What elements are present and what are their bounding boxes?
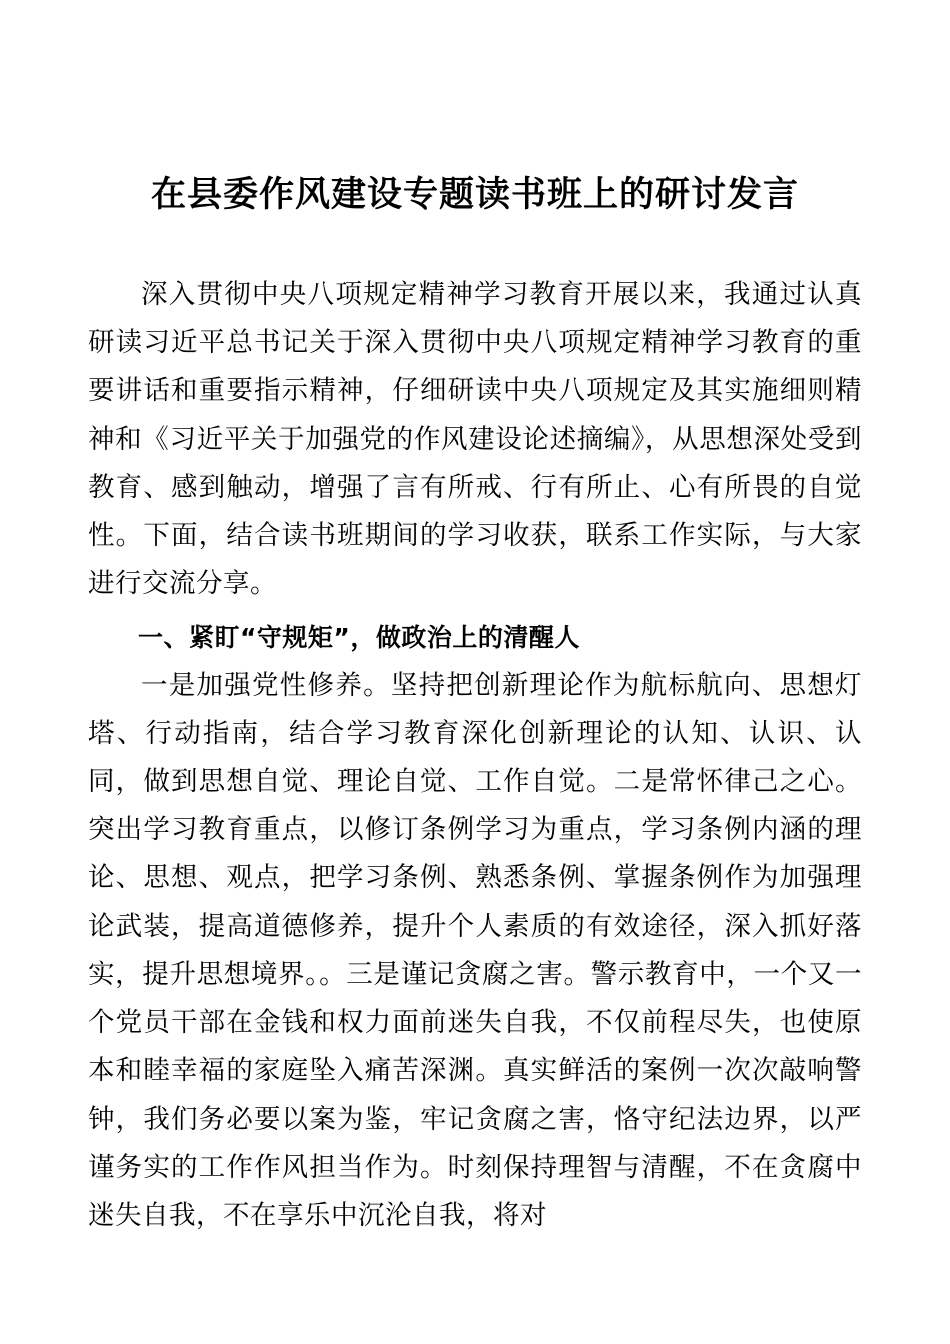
paragraph-section-1-body: 一是加强党性修养。坚持把创新理论作为航标航向、思想灯塔、行动指南，结合学习教育深化创新理论的认知、认识、认同，做到思想自觉、理论自觉、工作自觉。二是常怀律己之心。突出学习教育重点，以修订条例学习为重点，学习条例内涵的理论、思想、观点，把学习条例、熟悉条例、掌握条例作为加强理论武装，提高道德修养，提升个人素质的有效途径，深入抓好落实，提升思想境界。。三是谨记贪腐之害。警示教育中，一个又一个党员干部在金钱和权力面前迷失自我，不仅前程尽失，也使原本和睦幸福的家庭坠入痛苦深渊。真实鲜活的案例一次次敲响警钟，我们务必要以案为鉴，牢记贪腐之害，恪守纪法边界，以严谨务实的工作作风担当作为。时刻保持理智与清醒，不在贪腐中迷失自我，不在享乐中沉沦自我，将对 — [88, 669, 862, 1231]
page-title: 在县委作风建设专题读书班上的研讨发言 — [150, 174, 799, 215]
section-heading-1: 一、紧盯“守规矩”，做政治上的清醒人 — [138, 622, 580, 652]
paragraph-intro: 深入贯彻中央八项规定精神学习教育开展以来，我通过认真研读习近平总书记关于深入贯彻中央八项规定精神学习教育的重要讲话和重要指示精神，仔细研读中央八项规定及其实施细则精神和《习近平关于加强党的作风建设论述摘编》，从思想深处受到教育、感到触动，增强了言有所戒、行有所止、心有所畏的自觉性。下面，结合读书班期间的学习收获，联系工作实际，与大家进行交流分享。 — [88, 279, 862, 600]
